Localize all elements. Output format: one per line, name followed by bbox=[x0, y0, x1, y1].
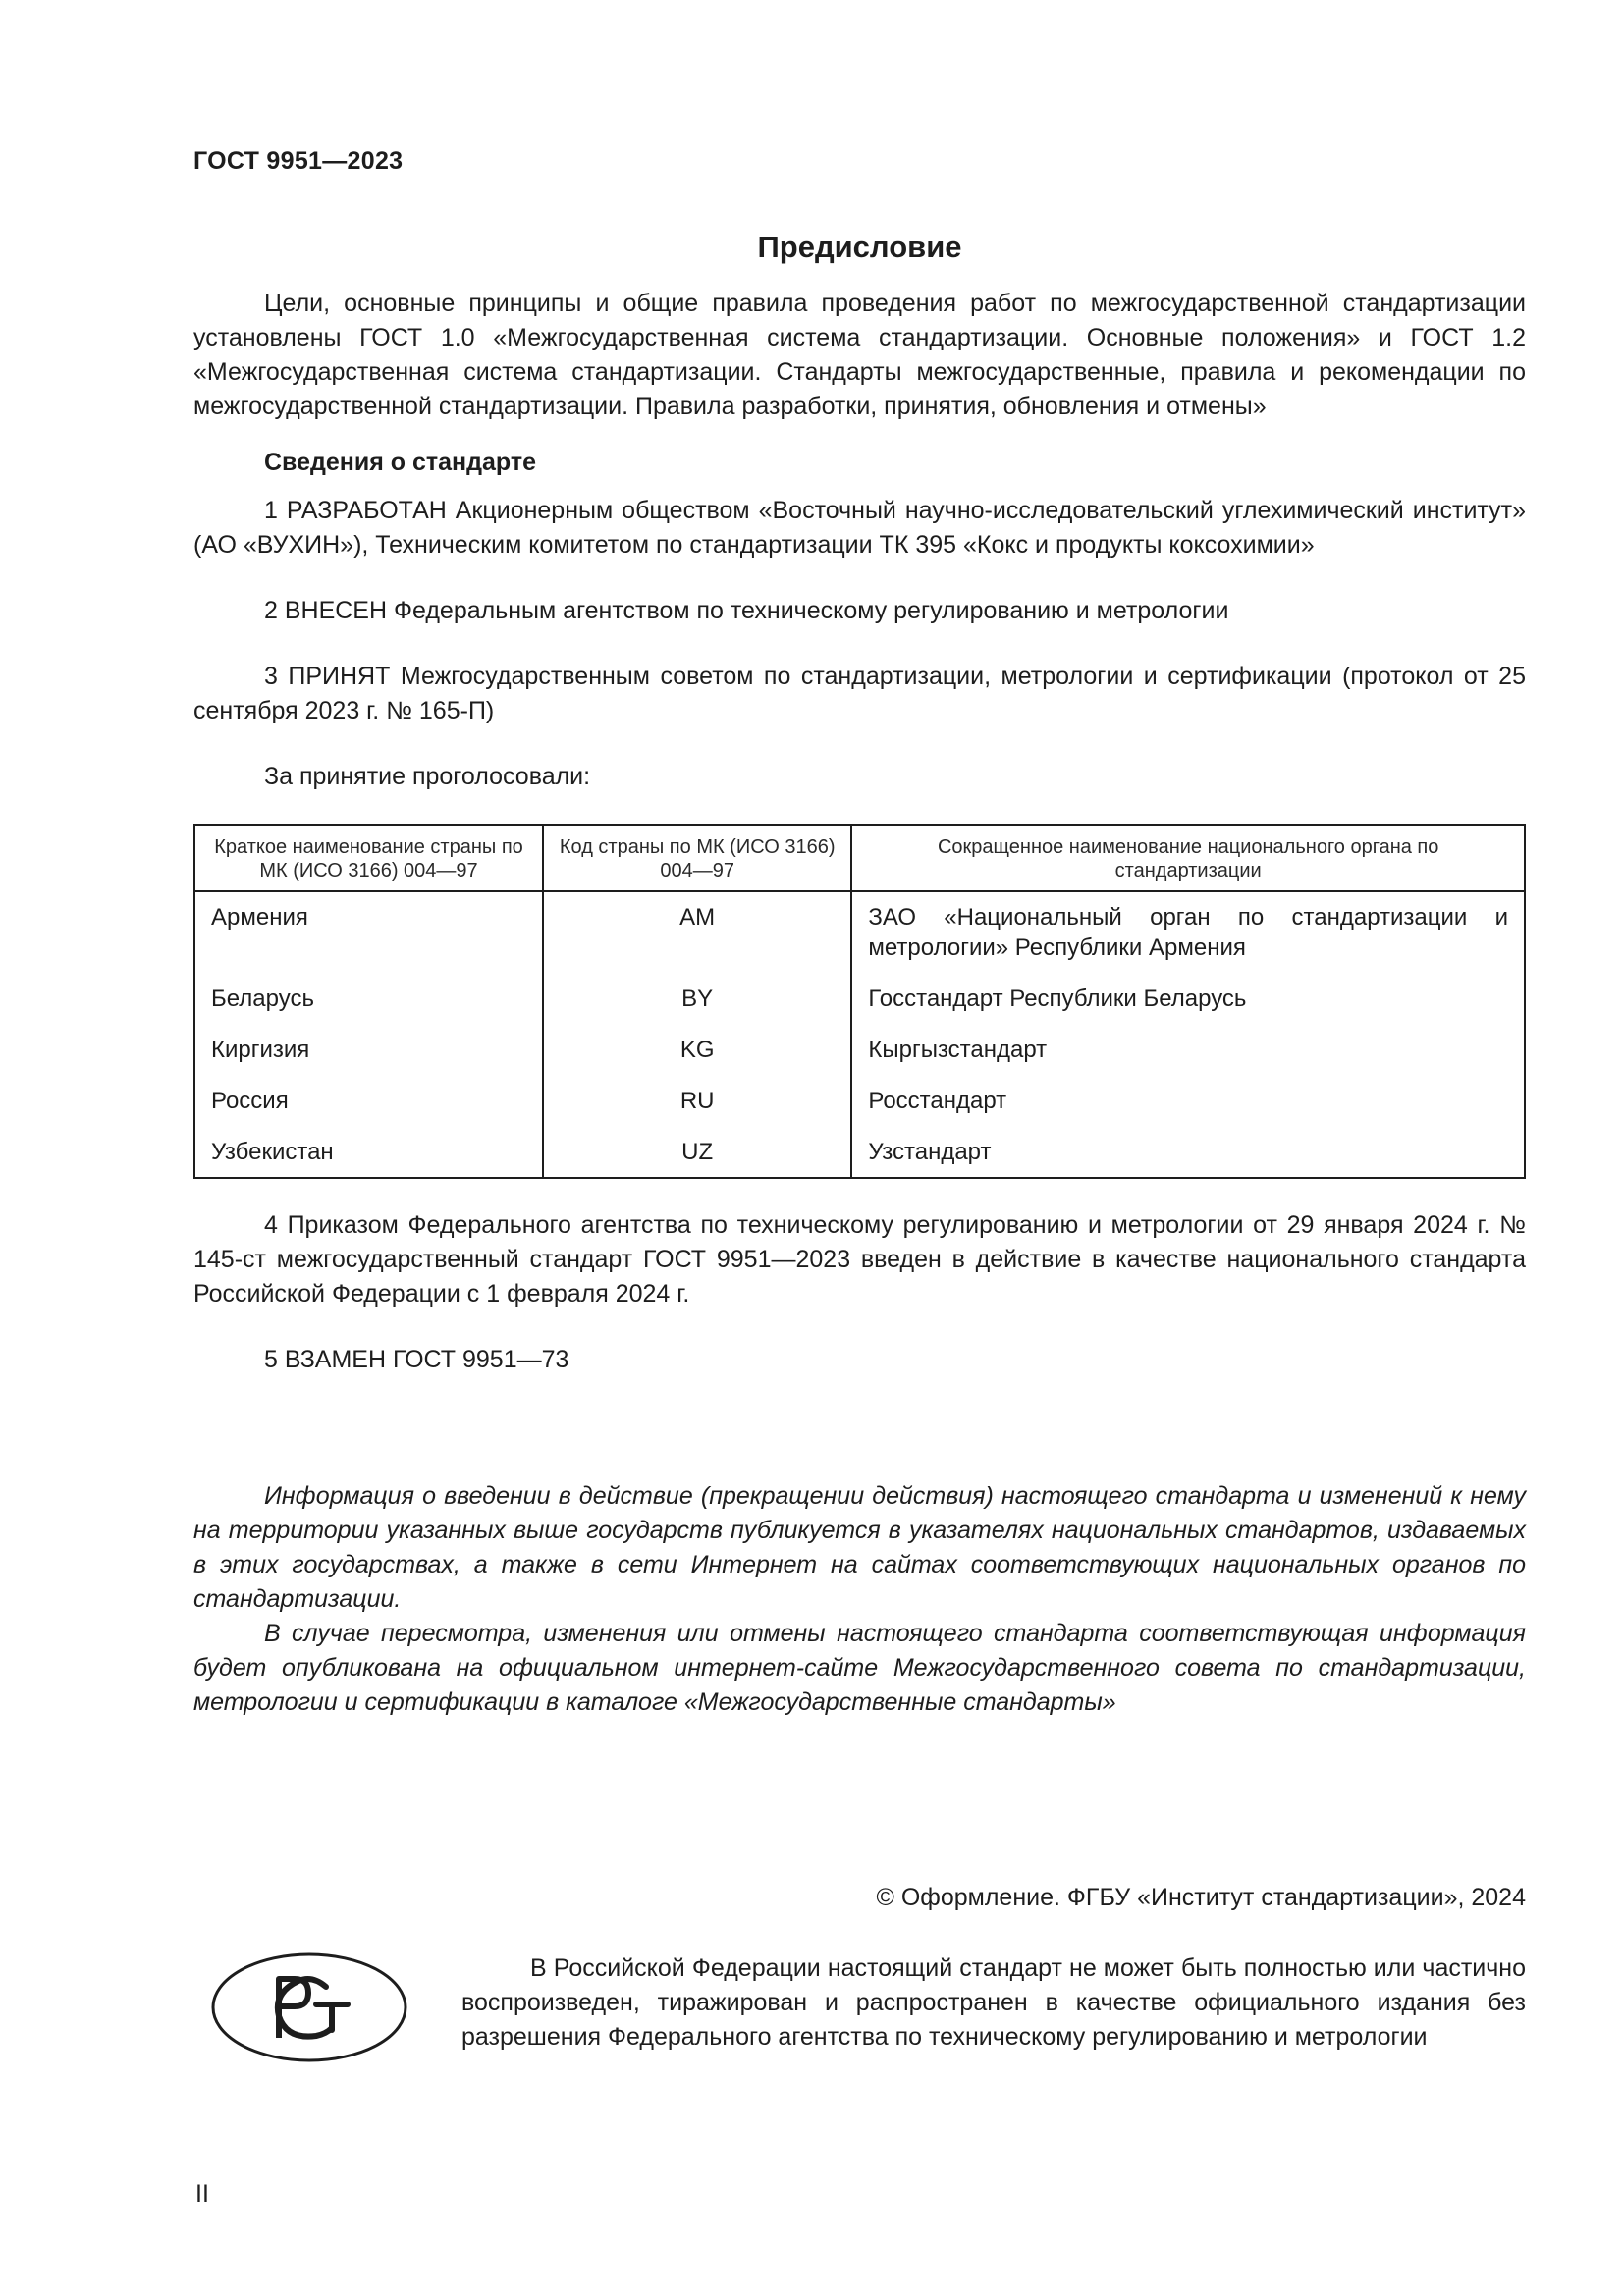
table-row bbox=[194, 891, 1525, 980]
standards-body-cell: Росстандарт bbox=[851, 1082, 1525, 1133]
voting-states-table-container bbox=[193, 824, 1526, 1179]
foreword-section bbox=[193, 222, 1526, 1720]
document-code-header: ГОСТ 9951—2023 bbox=[193, 147, 404, 175]
info-item-introduced: 2 ВНЕСЕН Федеральным агентством по техническому регулированию и метрологии bbox=[264, 597, 1229, 624]
copyright-line: © Оформление. ФГБУ «Институт стандартизации», 2024 bbox=[876, 1884, 1526, 1911]
info-item-enactment: 4 Приказом Федерального агентства по техническому регулированию и метрологии от 29 января 2024 г. № 145-ст межгосударственный стандарт ГОСТ 9951—2023 введен в действие в качестве национального стандарта Российской Федерации с 1 февраля 2024 г. bbox=[193, 1211, 1526, 1308]
country-name-cell: Россия bbox=[211, 1088, 289, 1114]
foreword-title: Предисловие bbox=[757, 230, 962, 264]
table-header-row bbox=[194, 825, 1525, 891]
table-row bbox=[194, 1082, 1525, 1133]
country-code-cell: AM bbox=[543, 891, 851, 980]
enactment-information-note: Информация о введении в действие (прекращении действия) настоящего стандарта и изменений к нему на территории указанных выше государств публикуется в указателях национальных стандартов, издаваемых в этих государствах, а также в сети Интернет на сайтах соответствующих национальных органов по стандартизации. bbox=[193, 1482, 1526, 1613]
foreword-intro-paragraph: Цели, основные принципы и общие правила проведения работ по межгосударственной стандартизации установлены ГОСТ 1.0 «Межгосударственная система стандартизации. Основные положения» и ГОСТ 1.2 «Межгосударственная система стандартизации. Стандарты межгосударственные, правила и рекомендации по межгосударственной стандартизации. Правила разработки, принятия, обновления и отмены» bbox=[193, 290, 1526, 420]
standards-body-cell: Кыргызстандарт bbox=[851, 1031, 1525, 1082]
voted-intro-text: За принятие проголосовали: bbox=[264, 763, 591, 790]
country-name-cell: Беларусь bbox=[211, 986, 314, 1012]
country-name-cell: Узбекистан bbox=[211, 1139, 334, 1165]
country-name-cell: Армения bbox=[211, 904, 308, 931]
country-code-cell: UZ bbox=[543, 1133, 851, 1178]
voting-states-table bbox=[193, 824, 1526, 1179]
standards-body-cell: Узстандарт bbox=[851, 1133, 1525, 1178]
country-code-cell: BY bbox=[543, 980, 851, 1031]
column-header-country-name: Краткое наименование страны по МК (ИСО 3166) 004—97 bbox=[194, 825, 543, 891]
country-code-cell: KG bbox=[543, 1031, 851, 1082]
rst-logo-svg bbox=[210, 1951, 408, 2063]
info-item-replaces: 5 ВЗАМЕН ГОСТ 9951—73 bbox=[264, 1346, 569, 1373]
table-row bbox=[194, 1133, 1525, 1178]
country-code-cell: RU bbox=[543, 1082, 851, 1133]
standard-info-subheading: Сведения о стандарте bbox=[264, 449, 537, 476]
revision-information-note: В случае пересмотра, изменения или отмены настоящего стандарта соответствующая информация будет опубликована на официальном интернет-сайте Межгосударственного совета по стандартизации, метрологии и сертификации в каталоге «Межгосударственные стандарты» bbox=[193, 1620, 1526, 1716]
legal-notice: В Российской Федерации настоящий стандарт не может быть полностью или частично воспроизведен, тиражирован и распространен в качестве официального издания без разрешения Федерального агентства по техническому регулированию и метрологии bbox=[461, 1954, 1526, 2051]
standards-body-cell: Госстандарт Республики Беларусь bbox=[851, 980, 1525, 1031]
table-row bbox=[194, 1031, 1525, 1082]
country-name-cell: Киргизия bbox=[211, 1037, 310, 1063]
column-header-standards-body: Сокращенное наименование национального органа по стандартизации bbox=[851, 825, 1525, 891]
table-row bbox=[194, 980, 1525, 1031]
info-item-adopted: 3 ПРИНЯТ Межгосударственным советом по стандартизации, метрологии и сертификации (протокол от 25 сентября 2023 г. № 165-П) bbox=[193, 663, 1526, 724]
standards-body-cell: ЗАО «Национальный орган по стандартизации и метрологии» Республики Армения bbox=[851, 891, 1525, 980]
rst-certification-logo-icon bbox=[210, 1951, 408, 2068]
column-header-country-code: Код страны по МК (ИСО 3166) 004—97 bbox=[543, 825, 851, 891]
info-item-developed: 1 РАЗРАБОТАН Акционерным обществом «Восточный научно-исследовательский углехимический институт» (АО «ВУХИН»), Техническим комитетом по стандартизации ТК 395 «Кокс и продукты коксохимии» bbox=[193, 497, 1526, 559]
page-number: II bbox=[195, 2180, 209, 2208]
